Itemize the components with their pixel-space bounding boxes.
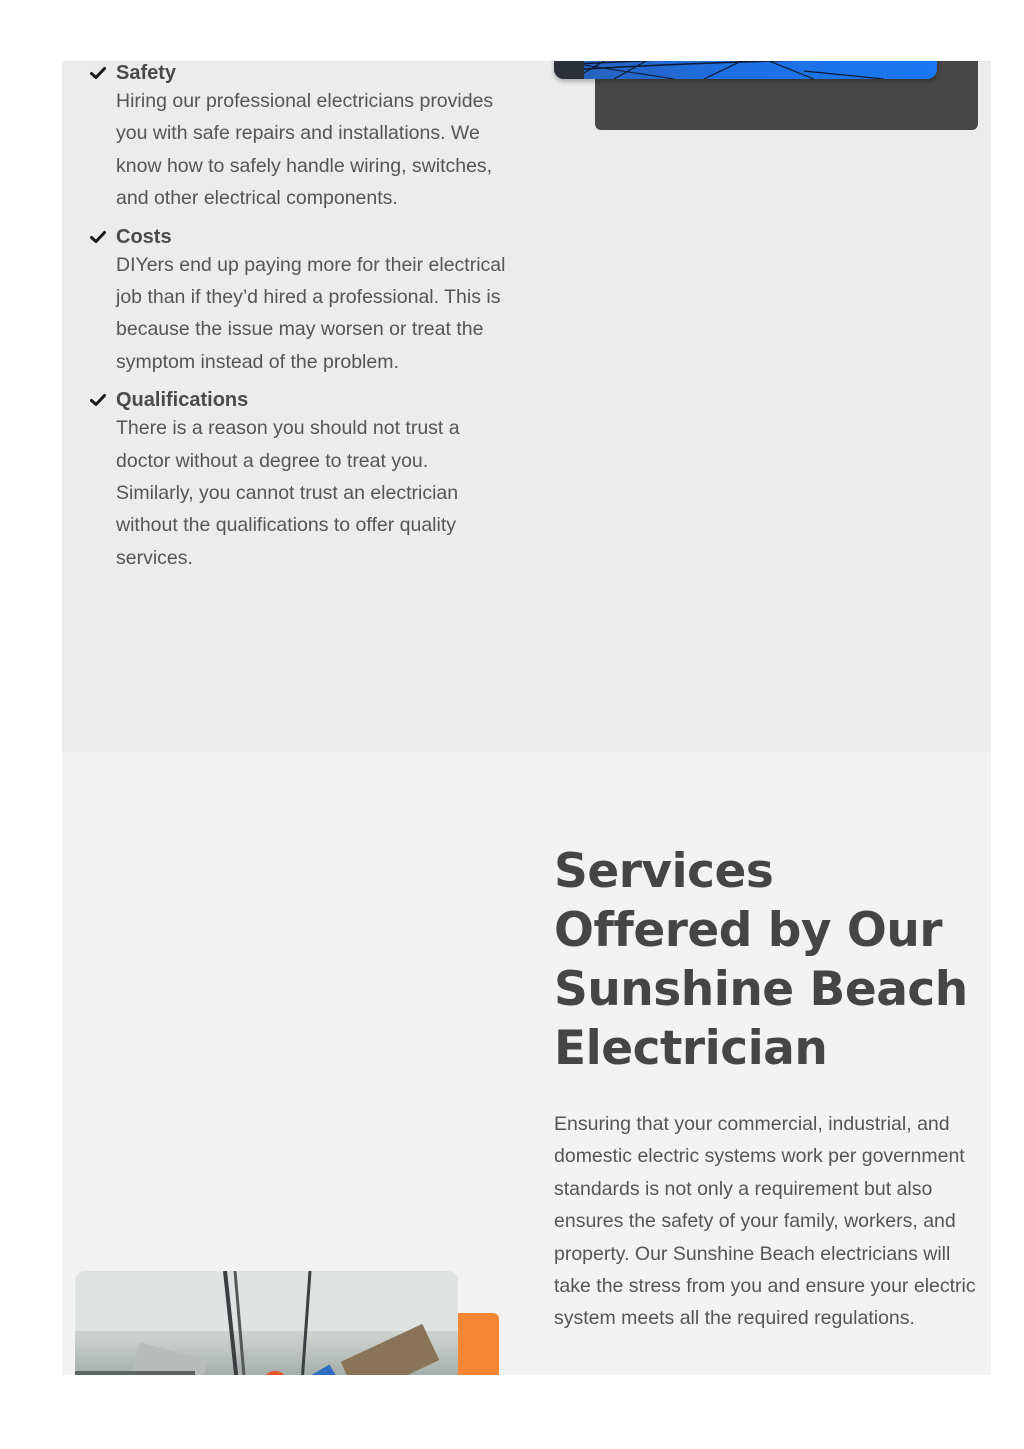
reason-item-safety <box>90 61 510 215</box>
reason-item-qualifications <box>90 388 510 574</box>
reason-body: There is a reason you should not trust a doctor without a degree to treat you. Similarly, you cannot trust an electrician without the qualifications to offer quality services. <box>116 417 460 569</box>
reasons-list <box>90 61 510 584</box>
power-lines-graphic <box>554 61 937 79</box>
services-heading: Services Offered by Our Sunshine Beach Electrician <box>554 844 968 1076</box>
check-icon <box>90 230 106 244</box>
services-section <box>62 752 991 1375</box>
services-description: Ensuring that your commercial, industrial, and domestic electric systems work per government standards is not only a requirement but also ensures the safety of your family, workers, and property. Our Sunshine Beach electricians will take the stress from you and ensure your electric system meets all the required regulations. <box>554 1113 976 1330</box>
reason-item-costs <box>90 225 510 379</box>
reason-title: Costs <box>116 225 172 248</box>
reason-title: Safety <box>116 62 177 84</box>
page <box>62 61 991 1375</box>
reasons-section <box>62 61 991 752</box>
check-icon <box>90 393 106 407</box>
power-lines-photo <box>554 61 937 79</box>
electrician-graphic <box>75 1271 458 1375</box>
reason-body: Hiring our professional electricians provides you with safe repairs and installations. We know how to safely handle wiring, switches, and other electrical components. <box>116 90 494 210</box>
reason-title: Qualifications <box>116 389 249 412</box>
reason-body: DIYers end up paying more for their electrical job than if they’d hired a professional. This is because the issue may worsen or treat the symptom instead of the problem. <box>116 253 506 373</box>
electrician-photo <box>75 1271 458 1375</box>
check-icon <box>90 66 106 80</box>
